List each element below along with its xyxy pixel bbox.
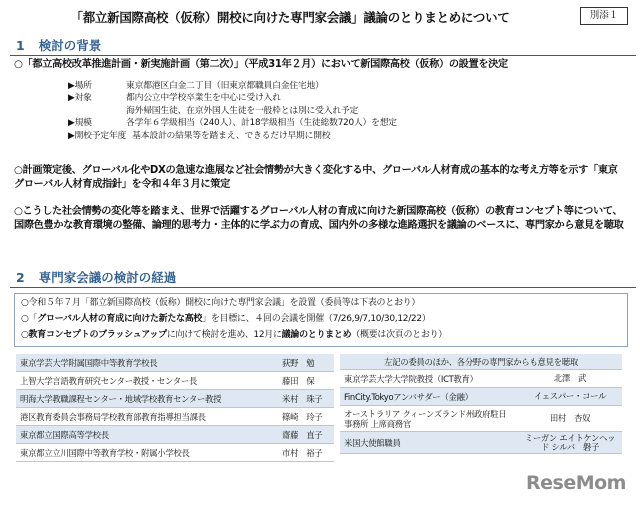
member-name: 米村 珠子	[278, 390, 334, 408]
table-row	[340, 406, 622, 432]
detail-label: ▶場所	[68, 81, 92, 91]
section-1-title: 検討の背景	[38, 38, 102, 53]
background-bullet-1: ○「都立高校改革推進計画・新実施計画（第二次）」（平成31年２月）において新国際高校（仮称）の設置を決定	[14, 59, 508, 70]
table-row	[16, 444, 334, 462]
detail-row-location	[68, 80, 588, 92]
table-row	[16, 354, 334, 372]
progress-line-3-mid: に向けて検討を進め、12月に	[166, 330, 282, 340]
detail-label: ▶開校予定年度	[68, 130, 127, 141]
progress-line-3	[21, 329, 447, 341]
member-role: 東京都立国際高等学校長	[16, 426, 278, 444]
progress-line-3-bold-2: 議論のとりまとめ	[281, 330, 352, 340]
detail-value: 東京都港区白金二丁目（旧東京都職員白金住宅地）	[126, 81, 324, 91]
expert-role: 東京学芸大学大学院教授（ICT教育）	[340, 370, 518, 388]
table-row	[16, 372, 334, 390]
committee-members-table	[16, 354, 334, 462]
member-role: 東京都立立川国際中等教育学校・附属小学校長	[16, 444, 278, 462]
member-role: 東京学芸大学附属国際中等教育学校長	[16, 354, 278, 372]
attachment-badge: 別添１	[580, 7, 628, 25]
progress-line-3-post: （概要は次頁のとおり）	[351, 330, 447, 340]
expert-name: ミーガン エイトケンヘッド シルバ 磐子	[518, 432, 622, 454]
expert-name: 田村 杏奴	[518, 406, 622, 432]
section-1-number: 1	[16, 38, 25, 53]
expert-role: 米国大使館職員	[340, 432, 518, 454]
expert-name: 北澤 武	[518, 370, 622, 388]
detail-value: 海外帰国生徒、在京外国人生徒を一般枠とは別に受入れ予定	[126, 105, 359, 116]
member-role: 上智大学言語教育研究センター教授・センター長	[16, 372, 278, 390]
table-row	[340, 432, 622, 454]
detail-label	[68, 105, 126, 117]
member-name: 市村 裕子	[278, 444, 334, 462]
detail-row-target-2	[68, 105, 588, 117]
detail-label: ▶対象	[68, 93, 92, 104]
table-row	[340, 388, 622, 406]
member-name: 藤田 保	[278, 372, 334, 390]
section-2-title: 専門家会議の検討の経過	[38, 270, 177, 285]
progress-box	[14, 293, 628, 347]
detail-label: ▶規模	[68, 118, 92, 129]
expert-name: イェスパー・コール	[518, 388, 622, 406]
table-row	[340, 370, 622, 388]
detail-value: 基本設計の結果等を踏まえ、できるだけ早期に開校	[132, 130, 331, 141]
experts-header-text: 左記の委員のほか、各分野の専門家からも意見を聴取	[340, 354, 622, 370]
progress-line-2-pre: ○「	[21, 314, 38, 324]
table-row	[16, 390, 334, 408]
expert-role: オーストラリア クィーンズランド州政府駐日事務所 上席商務官	[340, 406, 518, 432]
progress-line-2-post: 」を目標に、４回の会議を開催（7/26,9/7,10/30,12/22）	[202, 314, 431, 324]
resemom-watermark: ReseMom	[526, 472, 626, 494]
detail-row-target	[68, 92, 588, 104]
section-1-heading	[10, 38, 636, 56]
background-bullet-3: ○こうした社会情勢の変化等を踏まえ、世界で活躍するグローバル人材の育成に向けた新国際高校（仮称）の教育コンセプト等について、国際色豊かな教育環境の整備、論理的思考力・主体的に学ぶ力の育成、国内外の多様な進路選択を議論のベースに、専門家から意見を聴取	[14, 206, 624, 231]
member-name: 荻野 勉	[278, 354, 334, 372]
expert-role: FinCity.Tokyoアンバサダー（金融）	[340, 388, 518, 406]
detail-value: 各学年６学級相当（240人）、計18学級相当（生徒総数720人）を想定	[126, 118, 397, 129]
detail-row-opening	[68, 130, 588, 142]
table-row	[16, 426, 334, 444]
member-name: 齋藤 直子	[278, 426, 334, 444]
document-title: 「都立新国際高校（仮称）開校に向けた専門家会議」議論のとりまとめについて	[70, 10, 510, 25]
detail-value: 都内公立中学校卒業生を中心に受け入れ	[126, 93, 281, 104]
section-2-number: 2	[16, 270, 25, 285]
table-row	[16, 408, 334, 426]
background-bullet-2: ○計画策定後、グローバル化やDXの急速な進展など社会情勢が大きく変化する中、グローバル人材育成の基本的な考え方等を示す「東京グローバル人材育成指針」を令和４年３月に策定	[14, 165, 618, 190]
section-2-heading	[10, 270, 636, 288]
experts-table	[340, 354, 622, 454]
member-role: 明海大学教職課程センター・地域学校教育センター教授	[16, 390, 278, 408]
member-role: 港区教育委員会事務局学校教育部教育指導担当課長	[16, 408, 278, 426]
experts-table-header	[340, 354, 622, 370]
progress-line-1: ○令和５年７月「都立新国際高校（仮称）開校に向けた専門家会議」を設置（委員等は下表のとおり）	[21, 298, 421, 308]
detail-row-scale	[68, 117, 588, 129]
progress-line-2-bold: グローバル人材の育成に向けた新たな高校	[37, 314, 203, 324]
progress-line-3-bold: ○教育コンセプトのブラッシュアップ	[21, 330, 167, 340]
school-details	[68, 80, 588, 142]
progress-line-2	[21, 313, 430, 325]
member-name: 篠崎 玲子	[278, 408, 334, 426]
